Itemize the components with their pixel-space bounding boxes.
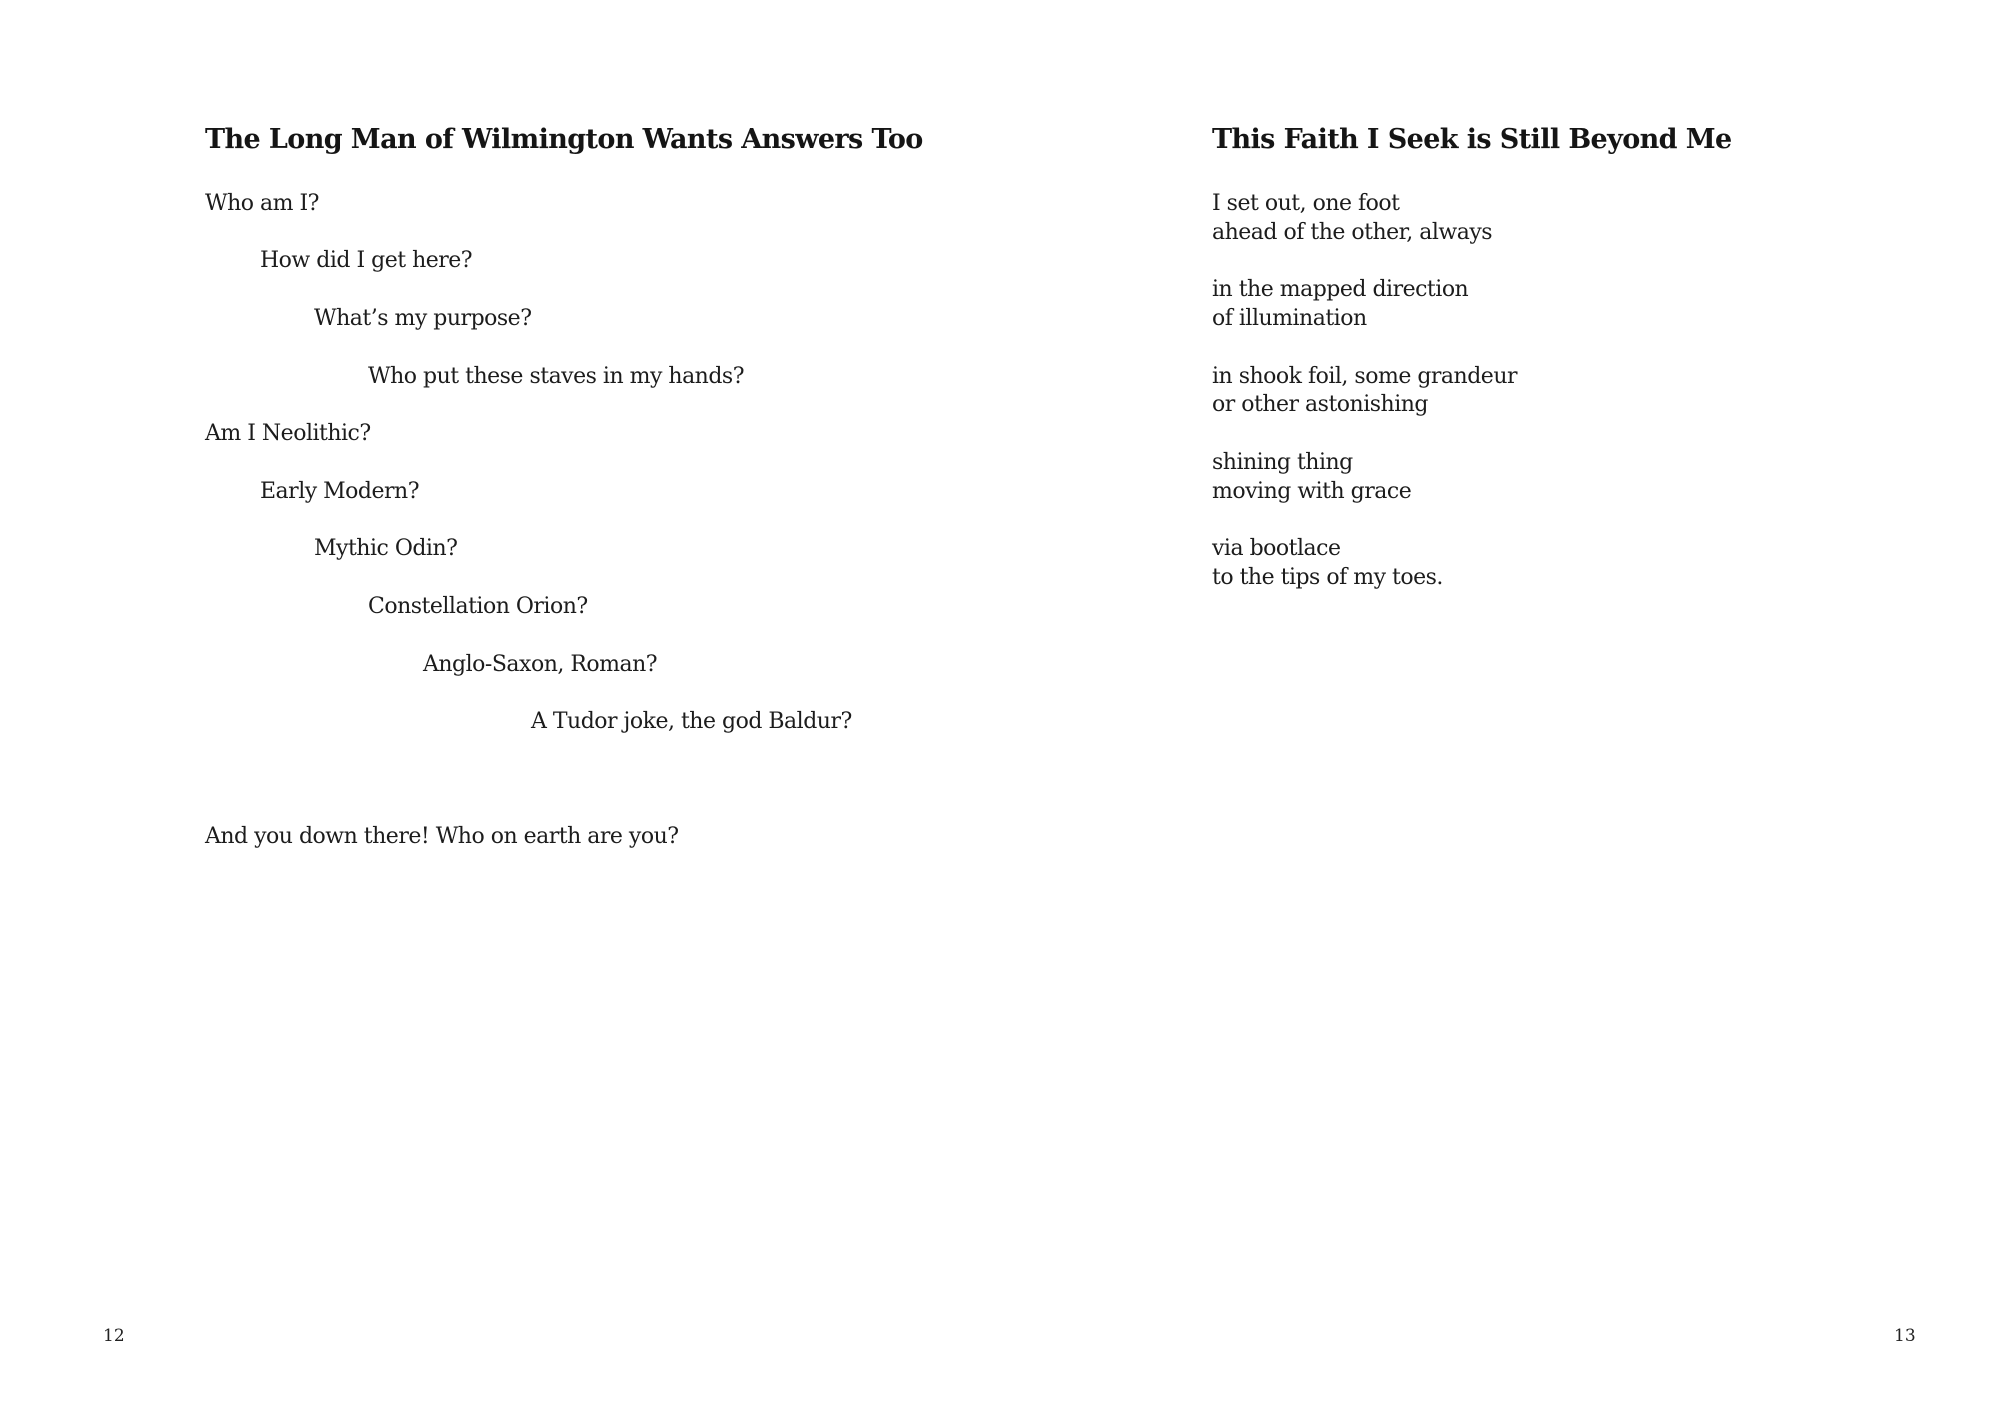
poem-line: of illumination	[1212, 306, 1367, 331]
poem-line: Am I Neolithic?	[205, 421, 371, 446]
poem-line: Who put these staves in my hands?	[368, 364, 745, 389]
right-page	[1000, 0, 1999, 1418]
poem-line: What’s my purpose?	[314, 306, 532, 331]
poem-line: to the tips of my toes.	[1212, 565, 1443, 590]
poem-line: moving with grace	[1212, 479, 1412, 504]
poem-line: Who am I?	[205, 191, 319, 216]
poem-line: Early Modern?	[260, 479, 420, 504]
poem-line: A Tudor joke, the god Baldur?	[531, 709, 852, 734]
page-number: 12	[103, 1326, 125, 1346]
poem-line: Mythic Odin?	[314, 536, 458, 561]
poem-line: Constellation Orion?	[368, 594, 588, 619]
poem-line: via bootlace	[1212, 536, 1341, 561]
poem-line: in shook foil, some grandeur	[1212, 364, 1517, 389]
poem-line: Anglo-Saxon, Roman?	[423, 652, 658, 677]
poem-title: This Faith I Seek is Still Beyond Me	[1212, 124, 1732, 155]
poem-line: or other astonishing	[1212, 392, 1428, 417]
poem-title: The Long Man of Wilmington Wants Answers Too	[205, 124, 923, 155]
page-number: 13	[1894, 1326, 1916, 1346]
poem-line: ahead of the other, always	[1212, 220, 1493, 245]
poem-line: And you down there! Who on earth are you?	[205, 824, 679, 849]
poem-line: I set out, one foot	[1212, 191, 1400, 216]
poem-line: shining thing	[1212, 450, 1353, 475]
poem-line: How did I get here?	[260, 248, 473, 273]
poem-line: in the mapped direction	[1212, 277, 1469, 302]
